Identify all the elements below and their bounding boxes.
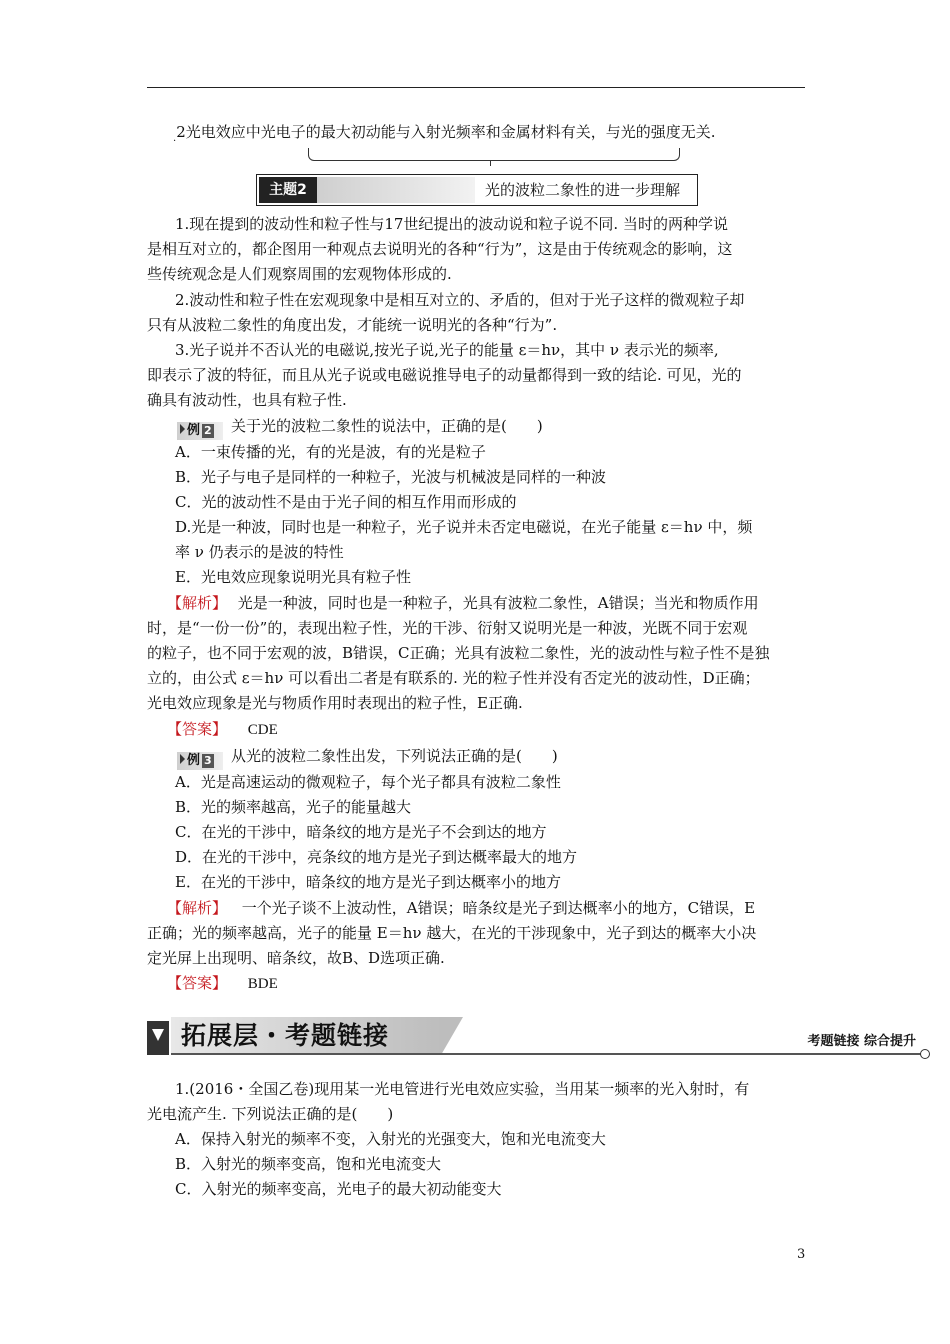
option-line: 率 ν 仍表示的是波的特性 bbox=[175, 543, 344, 561]
banner-end-dot bbox=[920, 1049, 930, 1059]
option-line: E．在光的干涉中，暗条纹的地方是光子到达概率小的地方 bbox=[175, 873, 561, 891]
paragraph-line: 确具有波动性，也具有粒子性. bbox=[147, 391, 347, 409]
option-line: C．光的波动性不是由于光子间的相互作用而形成的 bbox=[175, 493, 517, 511]
banner-background bbox=[171, 1017, 441, 1055]
answer-value: BDE bbox=[247, 976, 278, 992]
example-tag: 例 2 bbox=[177, 422, 223, 440]
analysis-line: 正确；光的频率越高，光子的能量 E＝hν 越大，在光的干涉现象中，光子到达的概率大小决 bbox=[147, 924, 757, 942]
example3-question-line: 例 3 从光的波粒二象性出发，下列说法正确的是( ) bbox=[147, 746, 837, 770]
topic-tag: 主题2 bbox=[259, 177, 317, 203]
analysis-line: 【解析】 一个光子谈不上波动性，A错误；暗条纹是光子到达概率小的地方，C错误，E bbox=[167, 899, 756, 917]
option-line: B．光子与电子是同样的一种粒子，光波与机械波是同样的一种波 bbox=[175, 468, 607, 486]
arrow-icon bbox=[180, 424, 185, 434]
paragraph-line: 些传统观念是人们观察周围的宏观物体形成的. bbox=[147, 265, 452, 283]
paragraph-line: 1.现在提到的波动性和粒子性与17世纪提出的波动说和粒子说不同. 当时的两种学说 bbox=[175, 215, 728, 233]
option-line: B．入射光的频率变高，饱和光电流变大 bbox=[175, 1155, 442, 1173]
banner-underline bbox=[171, 1053, 927, 1055]
brace-tick bbox=[490, 160, 491, 166]
down-arrow-icon bbox=[147, 1021, 169, 1055]
section-banner bbox=[147, 1017, 930, 1059]
analysis-label: 【解析】 bbox=[167, 594, 228, 612]
topic-title: 光的波粒二象性的进一步理解 bbox=[485, 181, 681, 199]
page-number: 3 bbox=[797, 1247, 806, 1262]
paragraph-line: 即表示了波的特征，而且从光子说或电磁说推导电子的动量都得到一致的结论. 可见，光的 bbox=[147, 366, 742, 384]
answer-line bbox=[147, 719, 827, 740]
analysis-line: 光电效应现象是光与物质作用时表现出的粒子性，E正确. bbox=[147, 694, 523, 712]
arrow-icon bbox=[180, 754, 185, 764]
option-line: A．保持入射光的频率不变，入射光的光强变大，饱和光电流变大 bbox=[175, 1130, 606, 1148]
option-line: C．在光的干涉中，暗条纹的地方是光子不会到达的地方 bbox=[175, 823, 547, 841]
paragraph-line: 2.波动性和粒子性在宏观现象中是相互对立的、矛盾的，但对于光子这样的微观粒子却 bbox=[175, 291, 745, 309]
analysis-line: 定光屏上出现明、暗条纹，故B、D选项正确. bbox=[147, 949, 445, 967]
header-rule bbox=[147, 87, 805, 88]
question-line: 1.(2016・全国乙卷)现用某一光电管进行光电效应实验，当用某一频率的光入射时，有 bbox=[175, 1080, 750, 1098]
option-line: A．一束传播的光，有的光是波，有的光是粒子 bbox=[175, 443, 486, 461]
intro-line: $_.$2光电效应中光电子的最大初动能与入射光频率和金属材料有关，与光的强度无关. bbox=[173, 123, 716, 144]
brace-bracket bbox=[308, 148, 680, 161]
answer-value: CDE bbox=[247, 722, 278, 738]
paragraph-line: 是相互对立的，都企图用一种观点去说明光的各种“行为”，这是由于传统观念的影响，这 bbox=[147, 240, 733, 258]
analysis-line: 时，是“一份一份”的，表现出粒子性，光的干涉、衍射又说明光是一种波，光既不同于宏观 bbox=[147, 619, 748, 637]
banner-title: 拓展层・考题链接 bbox=[181, 1021, 390, 1050]
option-line: D．在光的干涉中，亮条纹的地方是光子到达概率最大的地方 bbox=[175, 848, 578, 866]
answer-label: 【答案】 bbox=[167, 720, 228, 738]
topic-header bbox=[256, 174, 698, 206]
banner-slope bbox=[441, 1017, 463, 1055]
option-line: A．光是高速运动的微观粒子，每个光子都具有波粒二象性 bbox=[175, 773, 561, 791]
answer-label: 【答案】 bbox=[167, 974, 228, 992]
paragraph-line: 3.光子说并不否认光的电磁说,按光子说,光子的能量 ε＝hν，其中 ν 表示光的频率, bbox=[175, 341, 719, 359]
analysis-line: 立的，由公式 ε＝hν 可以看出二者是有联系的. 光的粒子性并没有否定光的波动性，D正确； bbox=[147, 669, 760, 687]
topic-shade bbox=[317, 177, 475, 203]
option-line: E．光电效应现象说明光具有粒子性 bbox=[175, 568, 411, 586]
option-line: C．入射光的频率变高，光电子的最大初动能变大 bbox=[175, 1180, 502, 1198]
paragraph-line: 只有从波粒二象性的角度出发，才能统一说明光的各种“行为”. bbox=[147, 316, 558, 334]
question-line: 光电流产生. 下列说法正确的是( ) bbox=[147, 1105, 394, 1123]
answer-line bbox=[147, 973, 827, 994]
banner-subtitle: 考题链接 综合提升 bbox=[807, 1034, 916, 1049]
analysis-label: 【解析】 bbox=[167, 899, 228, 917]
example2-question-line: 例 2 关于光的波粒二象性的说法中，正确的是( ) bbox=[147, 416, 837, 440]
option-line: D.光是一种波，同时也是一种粒子，光子说并未否定电磁说，在光子能量 ε＝hν 中，频 bbox=[175, 518, 753, 536]
example-tag: 例 3 bbox=[177, 752, 223, 770]
analysis-line: 的粒子，也不同于宏观的波，B错误，C正确；光具有波粒二象性，光的波动性与粒子性不是独 bbox=[147, 644, 770, 662]
option-line: B．光的频率越高，光子的能量越大 bbox=[175, 798, 412, 816]
analysis-line: 【解析】 光是一种波，同时也是一种粒子，光具有波粒二象性，A错误；当光和物质作用 bbox=[167, 594, 759, 612]
